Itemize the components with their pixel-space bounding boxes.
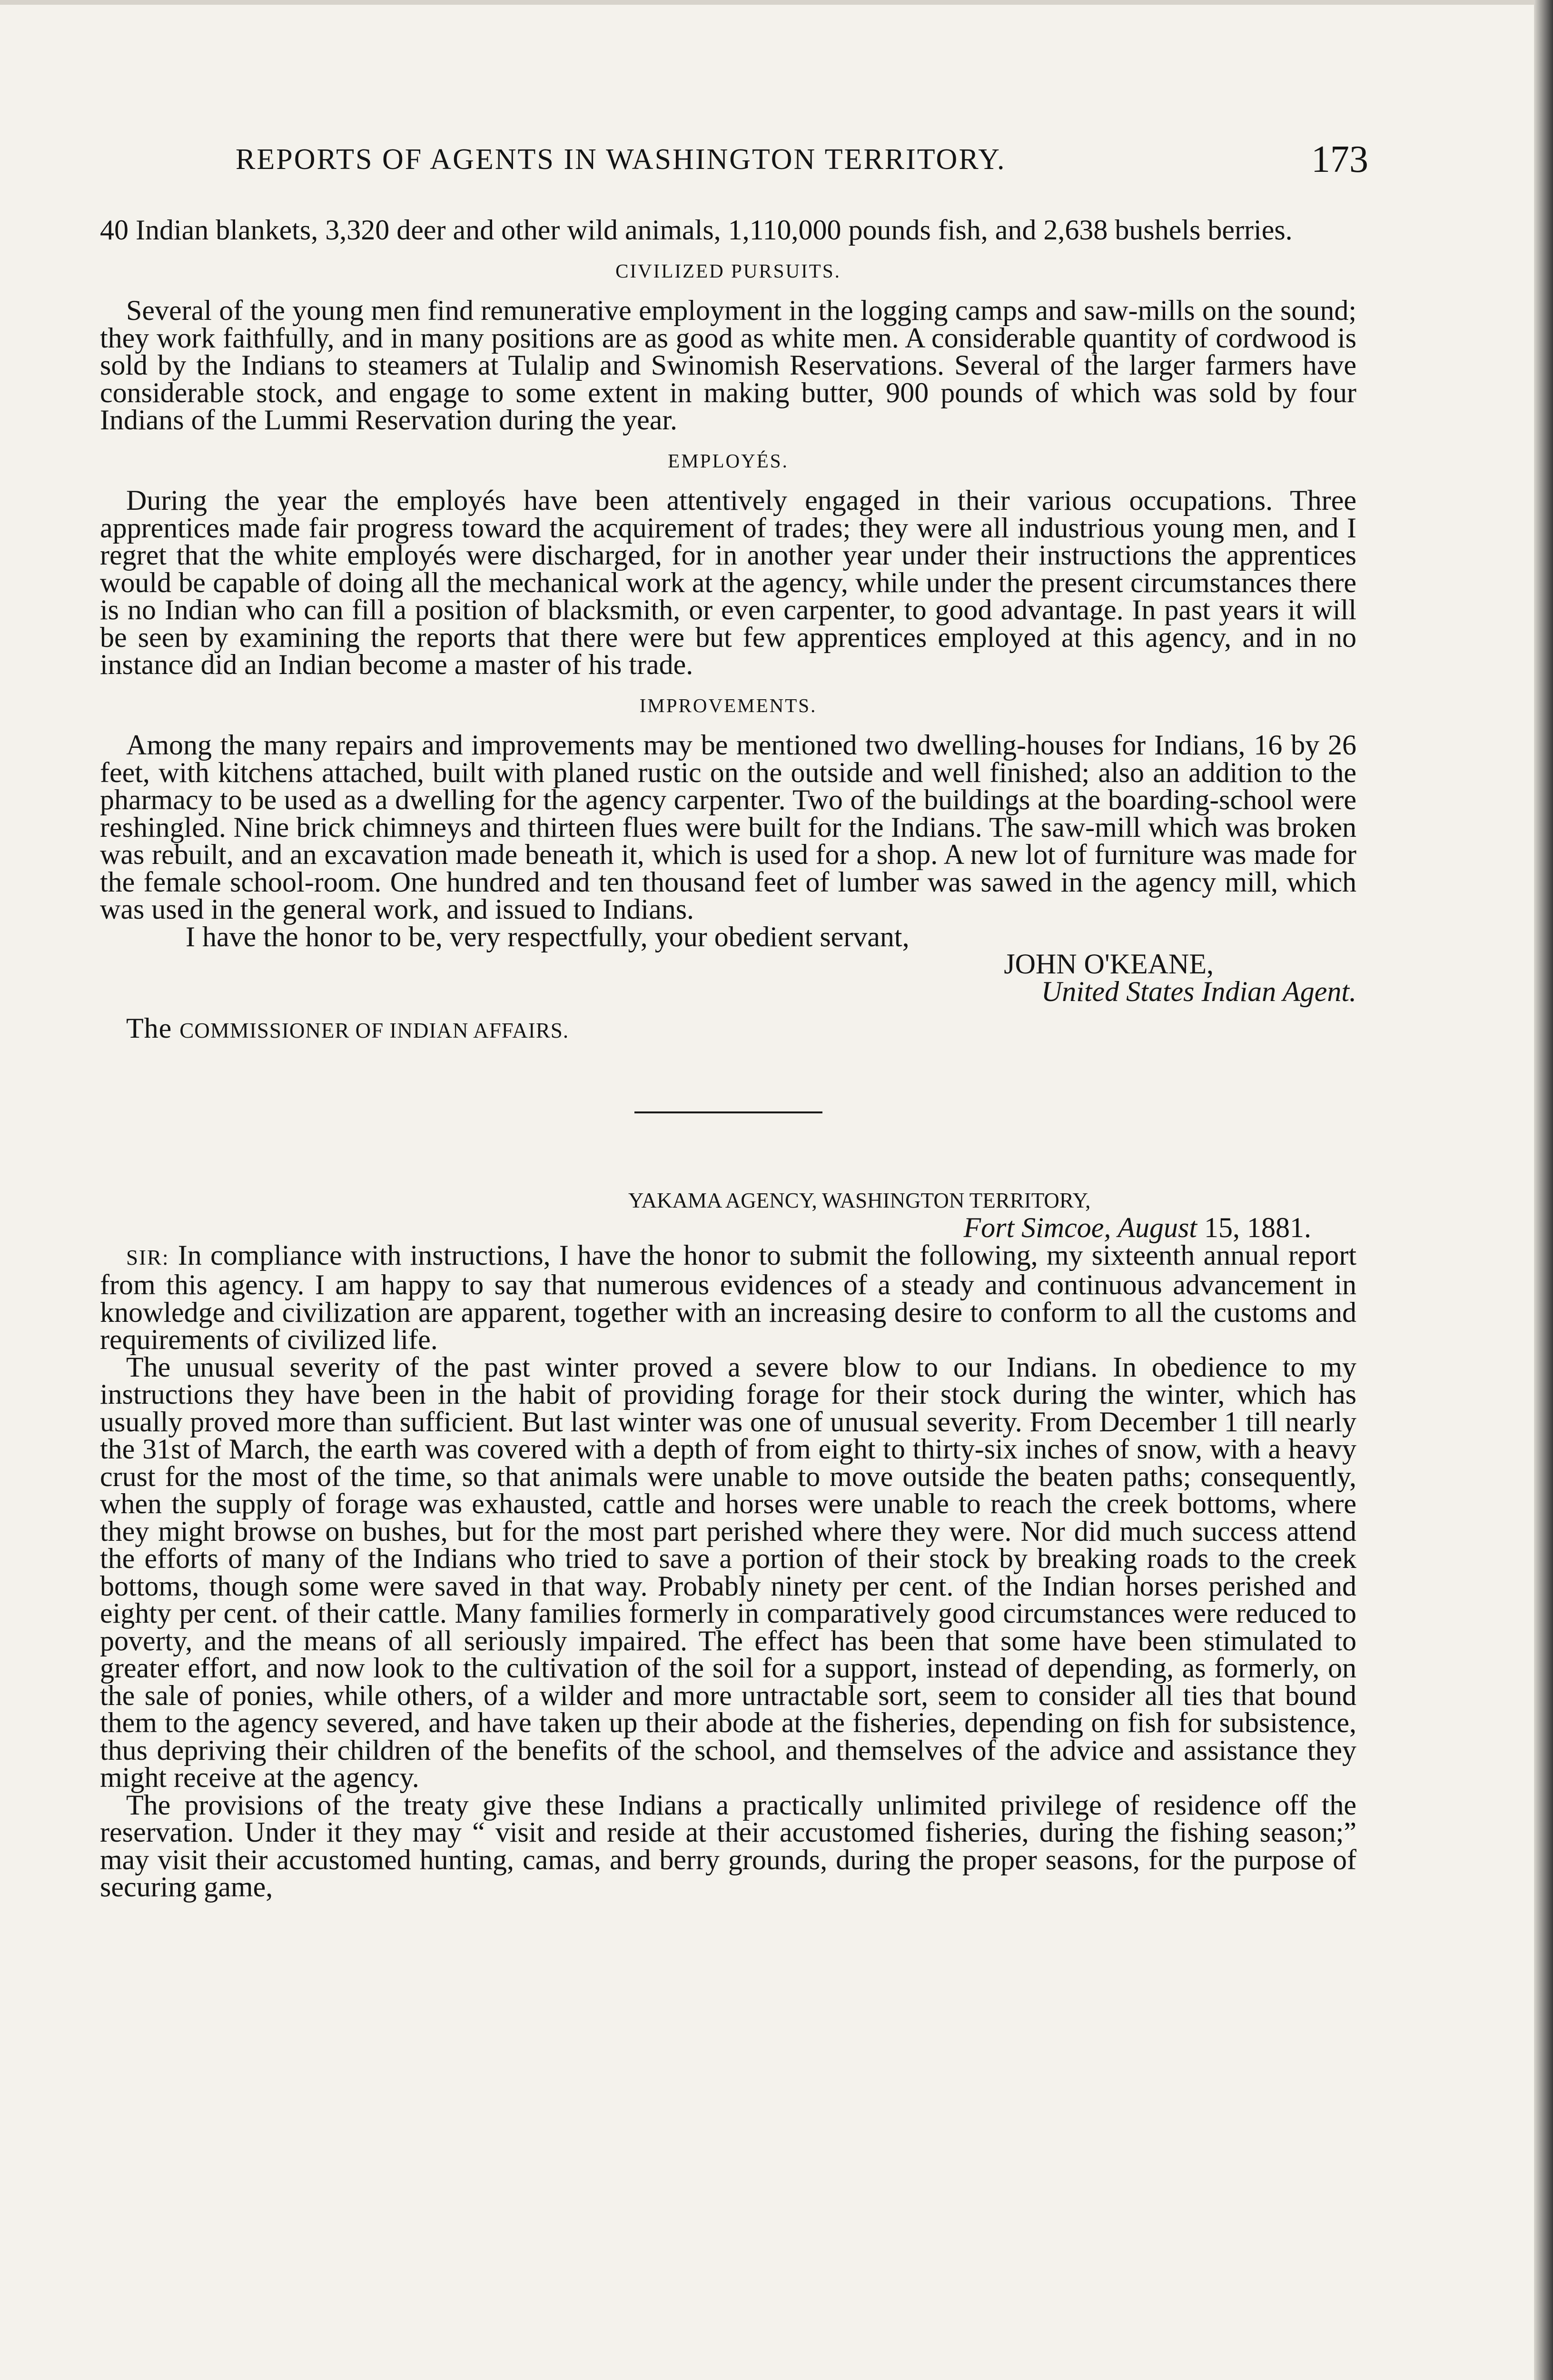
text-column bbox=[100, 214, 1356, 1903]
addressee-article: The bbox=[126, 1012, 172, 1044]
heading-improvements: IMPROVEMENTS. bbox=[639, 694, 817, 716]
paragraph-winter-severity: The unusual severity of the past winter proved a severe blow to our Indians. In obedience to my instructions they have been in the habit of providing forage for their stock during the winter, which has usually proved more than sufficient. But last winter was one of unusual severity. From December 1 till nearly the 31st of March, the earth was covered with a depth of from eight to thirty-six inches of snow, with a heavy crust for the most of the time, so that animals were unable to move outside the beaten paths; consequently, when the supply of forage was exhausted, cattle and horses were unable to reach the creek bottoms, where they might browse on bushes, but for the most part perished where they were. Nor did much success attend the efforts of many of the Indians who tried to save a portion of their stock by breaking roads to the creek bottoms, though some were saved in that way. Probably ninety per cent. of the Indian horses perished and eighty per cent. of their cattle. Many families formerly in comparatively good circumstances were reduced to poverty, and the means of all seriously impaired. The effect has been that some have been stimulated to greater effort, and now look to the cultivation of the soil for a support, instead of depending, as formerly, on the sale of ponies, while others, of a wilder and more untractable sort, seem to consider all ties that bound them to the agency severed, and have taken up their abode at the fisheries, depending on fish for subsistence, thus depriving their children of the benefits of the school, and themselves of the advice and assistance they might receive at the agency. bbox=[100, 1351, 1356, 1793]
paragraph-yakama-intro-text: In compliance with instructions, I have the honor to submit the following, my sixteenth annual report from this agency. I am happy to say that numerous evidences of a steady and continuous advancement in knowledge and civilization are apparent, together with an increasing desire to conform to all the customs and requirements of civilized life. bbox=[100, 1239, 1356, 1355]
page-number: 173 bbox=[1311, 139, 1368, 180]
dateline-date bbox=[100, 1214, 1311, 1242]
running-head: REPORTS OF AGENTS IN WASHINGTON TERRITORY. bbox=[236, 143, 1006, 176]
paragraph-employes: During the year the employés have been attentively engaged in their various occupations. Three apprentices made fair progress toward the acquirement of trades; they were all industrious young men, and I regret that the white employés were discharged, for in another year under their instructions the apprentices would be capable of doing all the mechanical work at the agency, while under the present circumstances there is no Indian who can fill a position of blacksmith, or even carpenter, to good advantage. In past years it will be seen by examining the reports that there were but few apprentices employed at this agency, and in no instance did an Indian become a master of his trade. bbox=[100, 485, 1356, 680]
salutation: SIR: bbox=[126, 1245, 169, 1269]
paragraph-yakama-intro bbox=[100, 1239, 1356, 1355]
closing-line: I have the honor to be, very respectfully, your obedient servant, bbox=[186, 921, 910, 952]
addressee-name: COMMISSIONER OF INDIAN AFFAIRS. bbox=[179, 1019, 569, 1042]
dateline-place-text: YAKAMA AGENCY, WASHINGTON TERRITORY, bbox=[628, 1188, 1091, 1212]
paragraph-civilized-pursuits: Several of the young men find remunerative employment in the logging camps and saw-mills on the sound; they work faithfully, and in many positions are as good as white men. A considerable quantity of cordwood is sold by the Indians to steamers at Tulalip and Swinomish Reservations. Several of the larger farmers have considerable stock, and engage to some extent in making butter, 900 pounds of which was sold by four Indians of the Lummi Reservation during the year. bbox=[100, 295, 1356, 436]
signature-name: JOHN O'KEANE, bbox=[1004, 948, 1214, 980]
section-divider bbox=[634, 1111, 822, 1113]
heading-civilized-pursuits: CIVILIZED PURSUITS. bbox=[615, 259, 841, 282]
dateline-date-text: Fort Simcoe, August bbox=[963, 1212, 1197, 1243]
page-top-edge bbox=[0, 0, 1553, 5]
page-header bbox=[236, 138, 1368, 186]
addressee bbox=[126, 1012, 1356, 1045]
paragraph-treaty-provisions: The provisions of the treaty give these Indians a practically unlimited privilege of residence off the reservation. Under it they may “ visit and reside at their accustomed fisheries, during the fishing season;” may visit their accustomed hunting, camas, and berry grounds, during the proper seasons, for the purpose of securing game, bbox=[100, 1789, 1356, 1903]
opening-line: 40 Indian blankets, 3,320 deer and other wild animals, 1,110,000 pounds fish, and 2,638 bushels berries. bbox=[100, 214, 1293, 246]
dateline-day: 15, 1881. bbox=[1204, 1212, 1311, 1243]
dateline-place bbox=[628, 1185, 1356, 1215]
heading-employes: EMPLOYÉS. bbox=[668, 449, 789, 472]
page-right-edge bbox=[1534, 0, 1553, 2380]
signature-title: United States Indian Agent. bbox=[1041, 975, 1356, 1007]
paragraph-improvements: Among the many repairs and improvements may be mentioned two dwelling-houses for Indians, 16 by 26 feet, with kitchens attached, built with planed rustic on the outside and well finished; also an addition to the pharmacy to be used as a dwelling for the agency carpenter. Two of the buildings at the boarding-school were reshingled. Nine brick chimneys and thirteen flues were built for the Indians. The saw-mill which was broken was rebuilt, and an excavation made beneath it, which is used for a shop. A new lot of furniture was made for the female school-room. One hundred and ten thousand feet of lumber was sawed in the agency mill, which was used in the general work, and issued to Indians. bbox=[100, 729, 1356, 925]
